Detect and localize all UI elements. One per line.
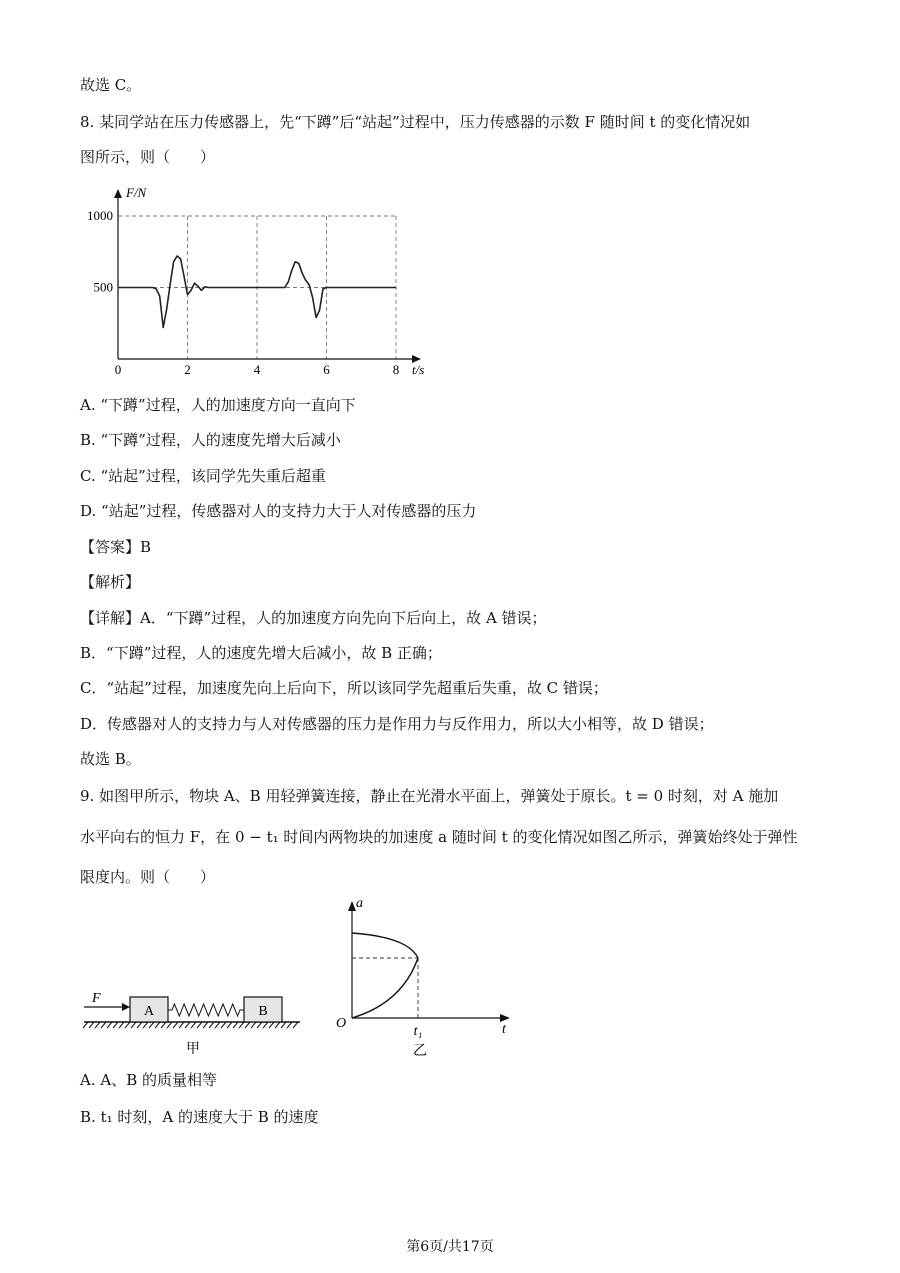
- q9-option-a: A. A、B 的质量相等: [80, 1071, 217, 1089]
- force-label: F: [92, 991, 101, 1006]
- prev-conclusion: 故选 C。: [80, 76, 142, 94]
- yi-y-label: a: [356, 896, 363, 911]
- y-axis-label: F/N: [126, 185, 147, 200]
- q9-option-b: B. t₁ 时刻，A 的速度大于 B 的速度: [80, 1108, 319, 1126]
- y-axis-arrow: [114, 189, 122, 198]
- q9-stem-line3: 限度内。则（ ）: [80, 868, 216, 886]
- q8-stem-line2: 图所示，则（ ）: [80, 148, 216, 166]
- x-tick-4: 4: [253, 362, 261, 377]
- spring: [168, 1004, 244, 1016]
- yi-tick-t1: t₁: [413, 1024, 423, 1039]
- x-tick-8: 8: [392, 362, 400, 377]
- x-tick-0: 0: [114, 362, 122, 377]
- caption-jia: 甲: [186, 1042, 200, 1057]
- q9-figure-jia: [80, 985, 310, 1060]
- q8-detail-a: 【详解】A．“下蹲”过程，人的加速度方向先向下后向上，故 A 错误；: [80, 609, 547, 627]
- q8-option-b: B. “下蹲”过程，人的速度先增大后减小: [80, 431, 341, 449]
- x-tick-2: 2: [184, 362, 191, 377]
- q9-figure-yi: [330, 893, 520, 1063]
- q8-conclusion: 故选 B。: [80, 750, 141, 768]
- curve-b-block: [352, 958, 418, 1018]
- q8-detail-c: C．“站起”过程，加速度先向上后向下，所以该同学先超重后失重，故 C 错误；: [80, 679, 608, 697]
- x-axis-label: t/s: [412, 362, 425, 377]
- q8-option-c: C. “站起”过程，该同学先失重后超重: [80, 467, 326, 485]
- q8-stem-line1: 8. 某同学站在压力传感器上，先“下蹲”后“站起”过程中，压力传感器的示数 F 随时间 t 的变化情况如: [80, 113, 751, 131]
- q8-option-d: D. “站起”过程，传感器对人的支持力大于人对传感器的压力: [80, 502, 477, 520]
- block-a-label: A: [143, 1004, 155, 1019]
- yi-origin: O: [336, 1016, 347, 1031]
- q8-detail-b: B．“下蹲”过程，人的速度先增大后减小，故 B 正确；: [80, 644, 442, 662]
- x-tick-6: 6: [323, 362, 330, 377]
- page-footer: 第6页/共17页: [406, 1239, 494, 1255]
- q8-force-time-chart: [80, 183, 440, 383]
- q9-stem-line1: 9. 如图甲所示，物块 A、B 用轻弹簧连接，静止在光滑水平面上，弹簧处于原长。t = 0 时刻，对 A 施加: [80, 787, 779, 805]
- q8-answer: 【答案】B: [80, 538, 152, 556]
- y-tick-1000: 1000: [87, 208, 113, 223]
- curve-a-block: [352, 933, 418, 958]
- y-tick-500: 500: [93, 279, 113, 295]
- q8-analysis-title: 【解析】: [80, 573, 141, 591]
- q9-stem-line2: 水平向右的恒力 F，在 0 − t₁ 时间内两物块的加速度 a 随时间 t 的变化情况如图乙所示，弹簧始终处于弹性: [80, 828, 798, 846]
- yi-x-label: t: [502, 1022, 506, 1037]
- q8-option-a: A. “下蹲”过程，人的加速度方向一直向下: [80, 396, 356, 414]
- caption-yi: 乙: [413, 1044, 427, 1059]
- q8-detail-d: D．传感器对人的支持力与人对传感器的压力是作用力与反作用力，所以大小相等，故 D 错误；: [80, 715, 714, 733]
- block-b-label: B: [258, 1004, 268, 1019]
